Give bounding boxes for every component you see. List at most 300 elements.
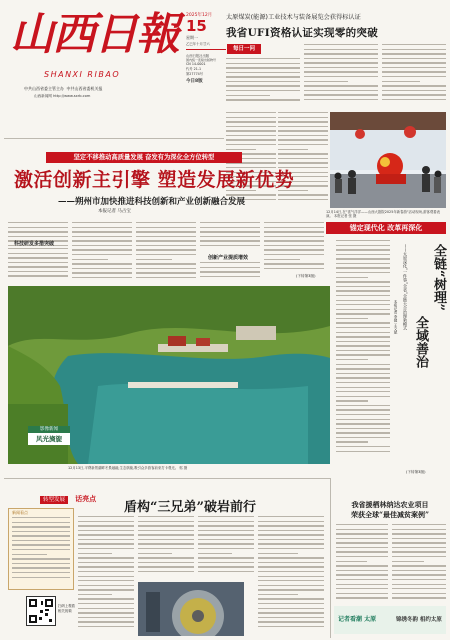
- text-line: [382, 85, 446, 86]
- text-line: [138, 543, 194, 544]
- text-line: [12, 572, 70, 573]
- text-line: [258, 516, 324, 517]
- text-line: [336, 309, 390, 310]
- text-line: [198, 562, 254, 563]
- text-line: [258, 571, 324, 572]
- top-news: [226, 12, 446, 40]
- text-line: [136, 236, 196, 237]
- text-line: [8, 222, 68, 223]
- text-line: [336, 318, 368, 319]
- publisher: 山西日报社出版: [186, 54, 210, 58]
- text-line: [382, 99, 446, 100]
- text-line: [78, 585, 134, 586]
- photo-tbm: [138, 582, 244, 636]
- promo-banner[interactable]: [334, 606, 446, 634]
- masthead: [4, 4, 190, 134]
- text-line: [336, 322, 390, 323]
- reform-banner: 锚定现代化 改革再深化: [326, 222, 446, 234]
- text-line: [200, 227, 260, 228]
- text-line: [336, 538, 388, 539]
- text-line: [72, 231, 132, 232]
- text-line: [382, 44, 446, 45]
- shield-body-2: [138, 516, 194, 580]
- text-line: [136, 254, 196, 255]
- text-line: [198, 521, 254, 522]
- text-line: [304, 71, 378, 72]
- text-line: [336, 336, 390, 337]
- text-line: [304, 58, 378, 59]
- text-line: [226, 58, 300, 59]
- text-line: [258, 603, 324, 604]
- lead-body-col-5: [264, 222, 324, 274]
- text-line: [12, 549, 70, 550]
- text-line: [258, 617, 324, 618]
- text-line: [336, 272, 390, 273]
- text-line: [278, 121, 328, 122]
- transform-label: 转型发展 话亮点: [40, 486, 96, 505]
- text-line: [336, 432, 390, 433]
- award-headline[interactable]: 我省援栖林纳达农业项目 荣获全球“最佳减贫案例”: [350, 500, 430, 519]
- reform-body-1: [336, 240, 390, 460]
- text-line: [226, 135, 276, 136]
- text-line: [336, 350, 390, 351]
- text-line: [78, 543, 134, 544]
- photo-news-tag: [28, 426, 70, 445]
- text-line: [264, 240, 324, 241]
- text-line: [198, 539, 254, 540]
- text-line: [200, 236, 260, 237]
- text-line: [8, 227, 68, 228]
- text-line: [278, 130, 328, 131]
- text-line: [198, 534, 254, 535]
- text-line: [200, 267, 260, 268]
- text-line: [336, 240, 390, 241]
- cn-number: CN 14-0001: [186, 62, 206, 66]
- text-line: [304, 44, 378, 45]
- text-line: [278, 144, 328, 145]
- text-line: [336, 277, 368, 278]
- shield-headline[interactable]: 盾构“三兄弟”破岩前行: [124, 500, 256, 515]
- text-line: [278, 139, 328, 140]
- promo-brand: 记者看潮 太原: [338, 616, 377, 623]
- text-line: [336, 396, 390, 397]
- text-line: [336, 542, 388, 543]
- text-line: [392, 565, 446, 566]
- text-line: [198, 516, 254, 517]
- text-line: [78, 576, 134, 577]
- text-line: [336, 304, 390, 305]
- text-line: [304, 49, 378, 50]
- text-line: [336, 258, 390, 259]
- text-line: [336, 391, 390, 392]
- text-line: [78, 603, 134, 604]
- text-line: [278, 149, 308, 150]
- text-line: [226, 76, 300, 77]
- text-line: [136, 231, 196, 232]
- text-line: [336, 368, 390, 369]
- text-line: [258, 576, 324, 577]
- lead-byline: 本报记者 马占宝: [98, 209, 131, 214]
- text-line: [392, 593, 446, 594]
- text-line: [382, 67, 446, 68]
- text-line: [78, 534, 134, 535]
- text-line: [8, 248, 68, 249]
- text-line: [304, 76, 378, 77]
- text-line: [304, 62, 378, 63]
- text-line: [8, 236, 68, 237]
- text-line: [258, 539, 324, 540]
- qr-caption: 扫码上观看 相关视频: [58, 604, 75, 613]
- text-line: [138, 525, 194, 526]
- lead-body-col-3: [136, 222, 196, 282]
- text-line: [258, 553, 298, 554]
- text-line: [72, 272, 132, 273]
- text-line: [136, 222, 196, 223]
- text-line: [336, 547, 388, 548]
- text-line: [136, 245, 196, 246]
- text-line: [258, 521, 324, 522]
- text-line: [264, 268, 324, 269]
- text-line: [136, 263, 196, 264]
- text-line: [336, 414, 390, 415]
- text-line: [138, 521, 194, 522]
- text-line: [136, 227, 196, 228]
- photo-lake-caption: 12月13日,平朔新景湖畔冬景融融,生态旖旎,吸引众多游客前来打卡观光。 郭 摄: [68, 466, 188, 470]
- lead-continued: (下转第3版): [296, 274, 316, 278]
- lead-body-col-4a: [200, 222, 260, 250]
- text-line: [336, 373, 390, 374]
- text-line: [258, 530, 324, 531]
- text-line: [136, 272, 196, 273]
- text-line: [304, 90, 378, 91]
- text-line: [336, 341, 390, 342]
- text-line: [336, 405, 390, 406]
- text-line: [226, 144, 276, 145]
- text-line: [304, 53, 378, 54]
- text-line: [336, 533, 388, 534]
- shield-body-3: [198, 516, 254, 580]
- text-line: [198, 553, 232, 554]
- text-line: [78, 539, 134, 540]
- text-line: [336, 428, 390, 429]
- text-line: [336, 588, 388, 589]
- text-line: [138, 566, 194, 567]
- text-line: [336, 382, 390, 383]
- text-line: [336, 286, 390, 287]
- text-line: [198, 530, 254, 531]
- lead-body-col-4b: [200, 262, 260, 282]
- text-line: [392, 556, 446, 557]
- text-line: [78, 566, 134, 567]
- text-line: [264, 259, 300, 260]
- text-line: [226, 130, 276, 131]
- text-line: [78, 608, 134, 609]
- text-line: [226, 112, 276, 113]
- text-line: [336, 597, 388, 598]
- sidebar-box: [8, 508, 74, 590]
- newspaper-title: 山西日報: [10, 9, 178, 60]
- text-line: [336, 400, 368, 401]
- text-line: [336, 359, 368, 360]
- text-line: [198, 525, 254, 526]
- text-line: [278, 117, 328, 118]
- text-line: [200, 245, 260, 246]
- text-line: [336, 295, 390, 296]
- text-line: [258, 585, 324, 586]
- right-column-body-2: [278, 112, 328, 208]
- text-line: [78, 562, 134, 563]
- cn-label: 国内统一连续出版物号: [186, 58, 217, 62]
- reform-continued: (下转第3版): [406, 470, 426, 474]
- text-line: [304, 67, 378, 68]
- lead-headline[interactable]: 激活创新主引擎 塑造发展新优势: [14, 169, 295, 191]
- text-line: [336, 574, 388, 575]
- text-line: [336, 570, 388, 571]
- award-body-1: [336, 524, 388, 604]
- reform-headline-2[interactable]: 全域善治: [413, 316, 428, 368]
- text-line: [226, 67, 300, 68]
- text-line: [8, 275, 68, 276]
- text-line: [8, 266, 68, 267]
- top-news-body-1: [226, 58, 300, 106]
- text-line: [138, 534, 194, 535]
- promo-text: 锦绣冬韵 相约太原: [396, 617, 442, 623]
- text-line: [392, 542, 446, 543]
- shield-body-1: [78, 516, 134, 634]
- text-line: [304, 94, 378, 95]
- text-line: [392, 579, 446, 580]
- text-line: [336, 565, 388, 566]
- photo-news-tag-label: 影像新闻: [28, 426, 70, 433]
- text-line: [136, 240, 196, 241]
- text-line: [258, 608, 324, 609]
- text-line: [258, 548, 324, 549]
- text-line: [258, 566, 324, 567]
- text-line: [198, 566, 254, 567]
- lead-body-col-1b: [8, 248, 68, 282]
- text-line: [264, 236, 324, 237]
- text-line: [382, 58, 446, 59]
- reform-headline-1[interactable]: 全链“树理”: [431, 244, 446, 311]
- lead-subhead: ——朔州市加快推进科技创新和产业创新融合发展: [58, 197, 246, 207]
- text-line: [138, 516, 194, 517]
- text-line: [336, 290, 390, 291]
- date-day: 15: [186, 17, 207, 35]
- shield-body-4: [258, 516, 324, 634]
- text-line: [72, 236, 132, 237]
- text-line: [72, 222, 132, 223]
- text-line: [336, 419, 390, 420]
- text-line: [136, 268, 196, 269]
- text-line: [138, 553, 172, 554]
- text-line: [336, 446, 390, 447]
- text-line: [12, 540, 70, 541]
- text-line: [392, 529, 446, 530]
- text-line: [304, 81, 348, 82]
- text-line: [136, 259, 172, 260]
- text-line: [72, 249, 132, 250]
- text-line: [78, 617, 134, 618]
- text-line: [336, 263, 390, 264]
- text-line: [72, 254, 132, 255]
- text-line: [198, 557, 254, 558]
- text-line: [336, 377, 390, 378]
- text-line: [382, 76, 446, 77]
- text-line: [136, 277, 196, 278]
- text-line: [78, 571, 134, 572]
- text-line: [72, 277, 132, 278]
- text-line: [258, 589, 324, 590]
- text-line: [198, 571, 254, 572]
- text-line: [258, 626, 324, 627]
- text-line: [336, 551, 388, 552]
- text-line: [12, 522, 70, 523]
- text-line: [8, 262, 68, 263]
- text-line: [278, 162, 328, 163]
- text-line: [12, 558, 70, 559]
- text-line: [78, 553, 112, 554]
- text-line: [226, 95, 270, 96]
- sidebar-title: 新闻看点: [12, 510, 28, 515]
- text-line: [72, 259, 108, 260]
- text-line: [264, 222, 324, 223]
- text-line: [336, 300, 390, 301]
- text-line: [226, 81, 300, 82]
- text-line: [78, 612, 134, 613]
- text-line: [258, 525, 324, 526]
- text-line: [392, 588, 446, 589]
- text-line: [382, 81, 420, 82]
- text-line: [336, 281, 390, 282]
- date-lunar: 乙巳年十月廿六: [186, 42, 210, 46]
- text-line: [72, 268, 132, 269]
- text-line: [336, 267, 390, 268]
- text-line: [336, 423, 390, 424]
- text-line: [138, 530, 194, 531]
- text-line: [226, 72, 300, 73]
- text-line: [258, 534, 324, 535]
- text-line: [336, 593, 388, 594]
- text-line: [136, 249, 196, 250]
- top-news-kicker: 太原煤炭(能源)工业技术与装备展览会获得标认证: [226, 14, 361, 21]
- text-line: [72, 240, 132, 241]
- text-line: [138, 562, 194, 563]
- text-line: [78, 626, 134, 627]
- text-line: [200, 262, 260, 263]
- text-line: [278, 126, 328, 127]
- subheading-industry: 创新产业提质增效: [208, 255, 249, 261]
- text-line: [278, 135, 328, 136]
- text-line: [258, 594, 298, 595]
- text-line: [382, 62, 446, 63]
- text-line: [226, 85, 300, 86]
- lead-body-col-2: [72, 222, 132, 282]
- text-line: [264, 254, 324, 255]
- text-line: [12, 544, 70, 545]
- text-line: [264, 245, 324, 246]
- qr-code[interactable]: [26, 596, 56, 626]
- text-line: [336, 313, 390, 314]
- text-line: [12, 531, 70, 532]
- text-line: [392, 547, 446, 548]
- text-line: [258, 543, 324, 544]
- text-line: [226, 149, 256, 150]
- text-line: [258, 580, 324, 581]
- daily-question-tag: 每日一问: [227, 44, 261, 54]
- text-line: [336, 524, 388, 525]
- text-line: [78, 580, 134, 581]
- text-line: [392, 570, 446, 571]
- text-line: [226, 117, 276, 118]
- text-line: [392, 538, 446, 539]
- text-line: [392, 597, 446, 598]
- subheading-rd: 科技研发多措突破: [14, 241, 55, 247]
- text-line: [392, 524, 446, 525]
- text-line: [8, 253, 68, 254]
- text-line: [78, 516, 134, 517]
- text-line: [226, 99, 300, 100]
- policy-banner: 坚定不移推动高质量发展 奋发有为深化全方位转型: [46, 152, 242, 163]
- text-line: [12, 535, 70, 536]
- text-line: [258, 621, 324, 622]
- text-line: [8, 271, 68, 272]
- text-line: [226, 121, 276, 122]
- text-line: [336, 584, 388, 585]
- text-line: [200, 222, 260, 223]
- reform-subhead: ——太原深化“一件事”全省“全链大合治理新模式: [403, 244, 408, 331]
- postal-code: 代号 21-1: [186, 67, 202, 71]
- text-line: [336, 409, 390, 410]
- top-news-headline[interactable]: 我省UFI资格认证实现零的突破: [226, 27, 379, 39]
- text-line: [78, 530, 134, 531]
- text-line: [392, 584, 446, 585]
- text-line: [198, 543, 254, 544]
- text-line: [336, 561, 367, 562]
- award-body-2: [392, 524, 446, 604]
- text-line: [336, 245, 390, 246]
- text-line: [72, 245, 132, 246]
- page-count: 今日8版: [186, 79, 203, 84]
- text-line: [226, 63, 300, 64]
- text-line: [78, 557, 134, 558]
- sponsor-line: 中共山西省委主管主办 中共山西省委机关报: [24, 86, 103, 91]
- text-line: [392, 574, 446, 575]
- text-line: [200, 231, 260, 232]
- text-line: [392, 533, 446, 534]
- text-line: [138, 557, 194, 558]
- text-line: [258, 612, 324, 613]
- text-line: [336, 441, 368, 442]
- site-url[interactable]: 山西新闻网 http://www.sxrb.com: [34, 94, 91, 98]
- text-line: [226, 90, 300, 91]
- text-line: [12, 526, 70, 527]
- text-line: [72, 263, 132, 264]
- text-line: [336, 249, 390, 250]
- text-line: [264, 227, 324, 228]
- text-line: [258, 562, 324, 563]
- text-line: [78, 525, 134, 526]
- text-line: [336, 332, 390, 333]
- photo-lion-dance-caption: 12月14日,在"喜气洋洋——山西大剧院2025年新春游"活动现场,游客观看表演。 本报记者 张 摄: [326, 210, 441, 219]
- text-line: [138, 539, 194, 540]
- text-line: [336, 529, 388, 530]
- text-line: [8, 231, 68, 232]
- text-line: [278, 112, 328, 113]
- text-line: [78, 621, 134, 622]
- date-year: 2025年12月: [186, 13, 213, 18]
- text-line: [382, 94, 446, 95]
- text-line: [226, 126, 276, 127]
